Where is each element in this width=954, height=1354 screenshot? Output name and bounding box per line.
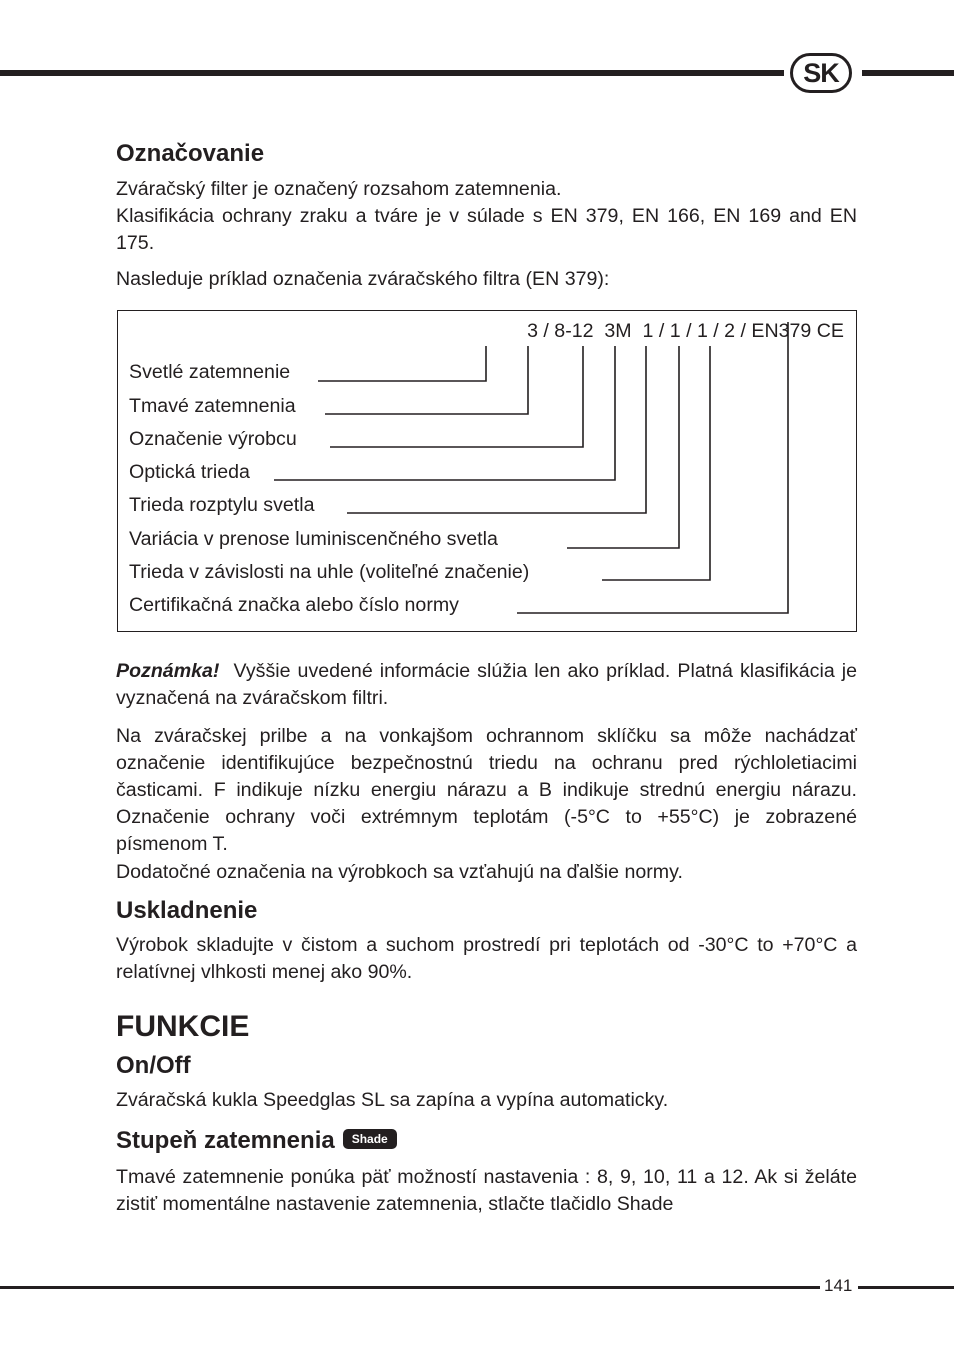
shade-text: Tmavé zatemnenie ponúka päť možností nastavenia : 8, 9, 10, 11 a 12. Ak si želáte zistiť momentálne nastavenie zatemnenia, stlačte tlačidlo Shade — [116, 1166, 857, 1215]
onoff-text: Zváračská kukla Speedglas SL sa zapína a vypína automaticky. — [116, 1089, 669, 1111]
note-text: Vyššie uvedené informácie slúžia len ako príklad. Platná klasifikácia je vyznačená na zváračskom filtri. — [116, 660, 858, 709]
diagram-label-certification: Certifikačná značka alebo číslo normy — [129, 594, 459, 616]
section-title-uskladnenie: Uskladnenie — [116, 897, 258, 924]
note-paragraph — [116, 658, 857, 712]
oznacovanie-example-intro: Nasleduje príklad označenia zváračského filtra (EN 379): — [116, 268, 610, 290]
leader-optical-class — [274, 346, 615, 480]
diagram-label-manufacturer: Označenie výrobcu — [129, 428, 297, 450]
additional-marking-paragraph: Dodatočné označenia na výrobkoch sa vzťahujú na ďalšie normy. — [116, 861, 683, 883]
language-badge: SK — [790, 53, 852, 93]
uskladnenie-text: Výrobok skladujte v čistom a suchom prostredí pri teplotách od -30°C to +70°C a relatívnej vlhkosti menej ako 90%. — [116, 934, 857, 983]
footer-rule-left — [0, 1286, 820, 1289]
marking-code: 3 / 8-12 3M 1 / 1 / 1 / 2 / EN379 CE — [527, 320, 844, 342]
shade-title-text: Stupeň zatemnenia — [116, 1127, 335, 1154]
page-number: 141 — [824, 1276, 853, 1295]
diagram-label-dark-shade: Tmavé zatemnenia — [129, 395, 296, 417]
leader-light-shade — [318, 346, 486, 381]
shade-button-icon: Shade — [343, 1129, 397, 1149]
diagram-label-luminous-variation: Variácia v prenose luminiscenčného svetla — [129, 528, 498, 550]
section-title-oznacovanie: Označovanie — [116, 140, 265, 167]
diagram-label-light-shade: Svetlé zatemnenie — [129, 361, 291, 383]
leader-diffusion-class — [347, 346, 646, 513]
footer-rule-right — [858, 1286, 954, 1289]
diagram-label-angle-class: Trieda v závislosti na uhle (voliteľné značenie) — [129, 561, 530, 583]
oznacovanie-line-1: Zváračský filter je označený rozsahom zatemnenia. — [116, 178, 562, 200]
helmet-marking-paragraph: Na zváračskej prilbe a na vonkajšom ochrannom sklíčku sa môže nachádzať označenie identifikujúce bezpečnostnú triedu na ochranu pred rýchloletiacimi časticami. F indikuje nízku energiu nárazu a B indikuje strednú energiu nárazu. Označenie ochrany voči extrémnym teplotám (-5°C to +55°C) je zobrazené písmenom T. — [116, 725, 857, 855]
diagram-label-optical-class: Optická trieda — [129, 461, 250, 483]
subsection-title-onoff: On/Off — [116, 1052, 191, 1079]
leader-manufacturer — [330, 346, 583, 447]
diagram-label-diffusion-class: Trieda rozptylu svetla — [129, 494, 315, 516]
leader-dark-shade — [325, 346, 528, 414]
oznacovanie-line-2: Klasifikácia ochrany zraku a tváre je v súlade s EN 379, EN 166, EN 169 and EN 175. — [116, 205, 857, 254]
section-title-funkcie: FUNKCIE — [116, 1010, 250, 1043]
leader-angle-class — [602, 346, 710, 580]
subsection-title-shade — [116, 1127, 397, 1155]
leader-certification — [517, 322, 788, 613]
note-label: Poznámka! — [116, 660, 220, 682]
